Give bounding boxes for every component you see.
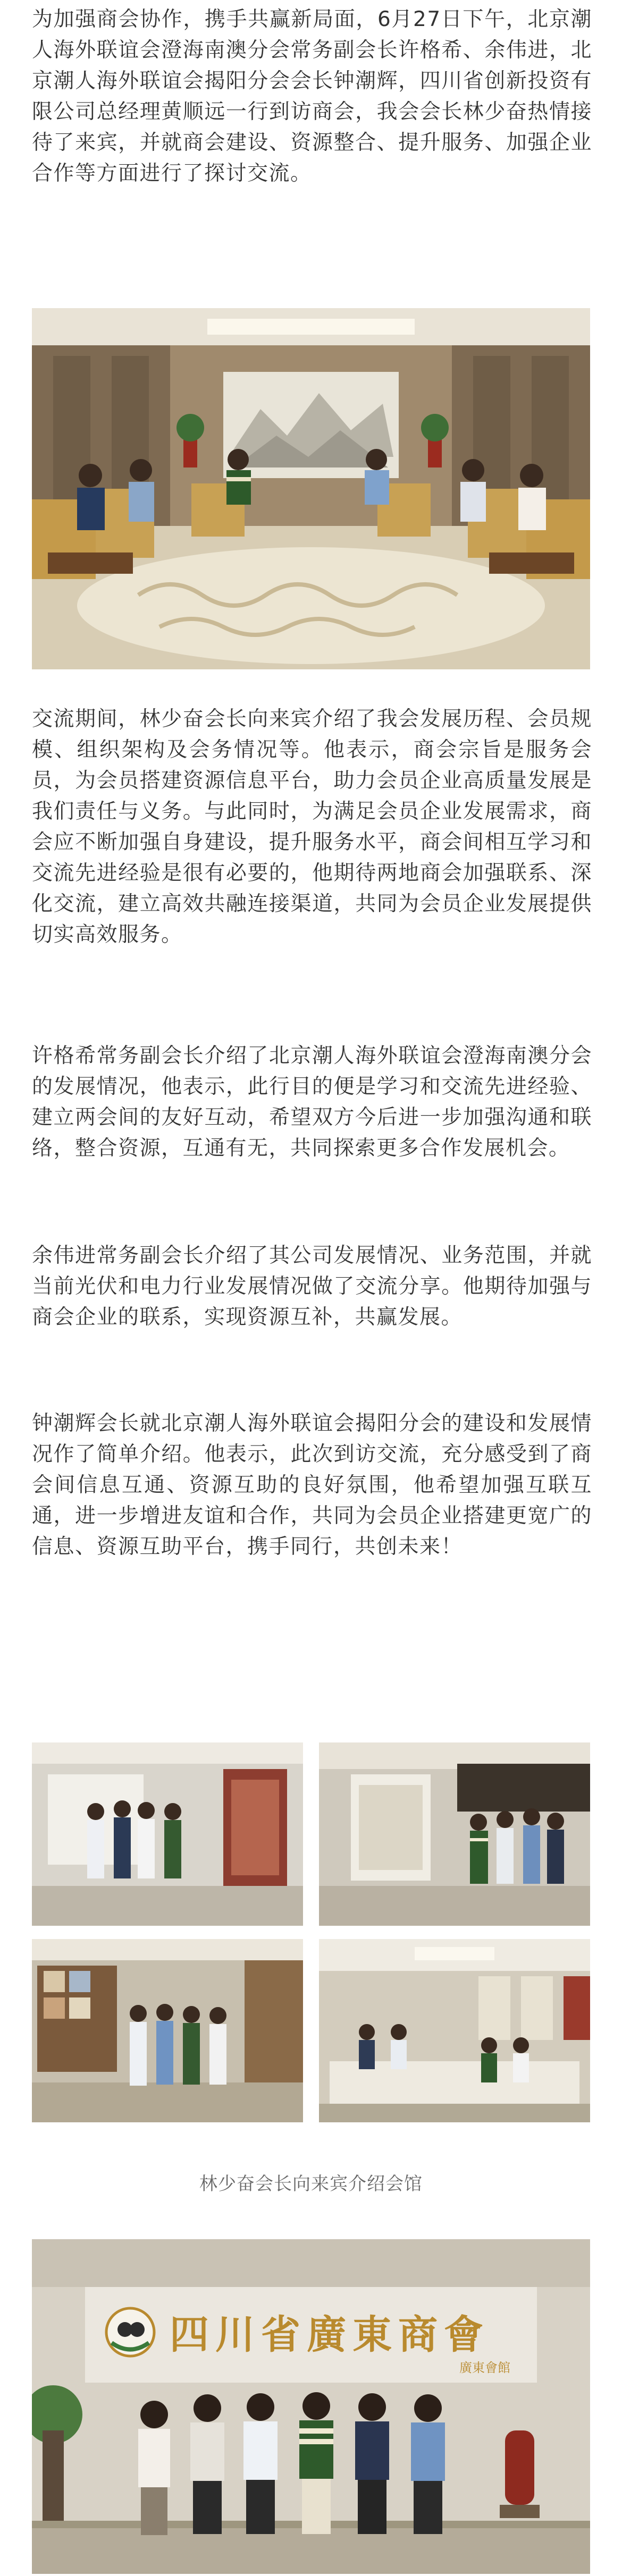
xu-gexi-paragraph: 许格希常务副会长介绍了北京潮人海外联谊会澄海南澳分会的发展情况，他表示，此行目的便是学习和交流先进经验、建立两会间的友好互动，希望双方今后进一步加强沟通和联络，整合资源，互通有无，共同探索更多合作发展机会。: [32, 1044, 592, 1160]
chamber-sign-text: 四川省廣東商會: [170, 2312, 490, 2358]
photo-caption: 林少奋会长向来宾介绍会馆: [199, 2173, 423, 2195]
chamber-sign-subtext: 廣東會館: [459, 2360, 510, 2375]
intro-paragraph: 为加强商会协作，携手共赢新局面，6月27日下午，北京潮人海外联谊会澄海南澳分会常务副会长许格希、余伟进，北京潮人海外联谊会揭阳分会会长钟潮辉，四川省创新投资有限公司总经理黄顺远一行到访商会，我会会长林少奋热情接待了来宾，并就商会建设、资源整合、提升服务、加强企业合作等方面进行了探讨交流。: [32, 7, 592, 185]
group-photo: [32, 2239, 590, 2574]
hall-tour-photo-1: [32, 1742, 303, 1926]
hall-tour-photo-3: [32, 1939, 303, 2122]
meeting-room-photo: [32, 308, 590, 669]
hall-tour-photo-4: [319, 1939, 590, 2122]
exchange-paragraph: 交流期间，林少奋会长向来宾介绍了我会发展历程、会员规模、组织架构及会务情况等。他表示，商会宗旨是服务会员，为会员搭建资源信息平台，助力会员企业高质量发展是我们责任与义务。与此同时，为满足会员企业发展需求，商会应不断加强自身建设，提升服务水平，商会间相互学习和交流先进经验是很有必要的，他期待两地商会加强联系、深化交流，建立高效共融连接渠道，共同为会员企业发展提供切实高效服务。: [32, 707, 592, 947]
hall-tour-photo-2: [319, 1742, 590, 1926]
zhong-chaohui-paragraph: 钟潮辉会长就北京潮人海外联谊会揭阳分会的建设和发展情况作了简单介绍。他表示，此次到访交流，充分感受到了商会间信息互通、资源互助的良好氛围，他希望加强互联互通，进一步增进友谊和合作，共同为会员企业搭建更宽广的信息、资源互助平台，携手同行，共创未来！: [32, 1412, 592, 1559]
yu-weijin-paragraph: 余伟进常务副会长介绍了其公司发展情况、业务范围，并就当前光伏和电力行业发展情况做了交流分享。他期待加强与商会企业的联系，实现资源互补，共赢发展。: [32, 1244, 592, 1329]
